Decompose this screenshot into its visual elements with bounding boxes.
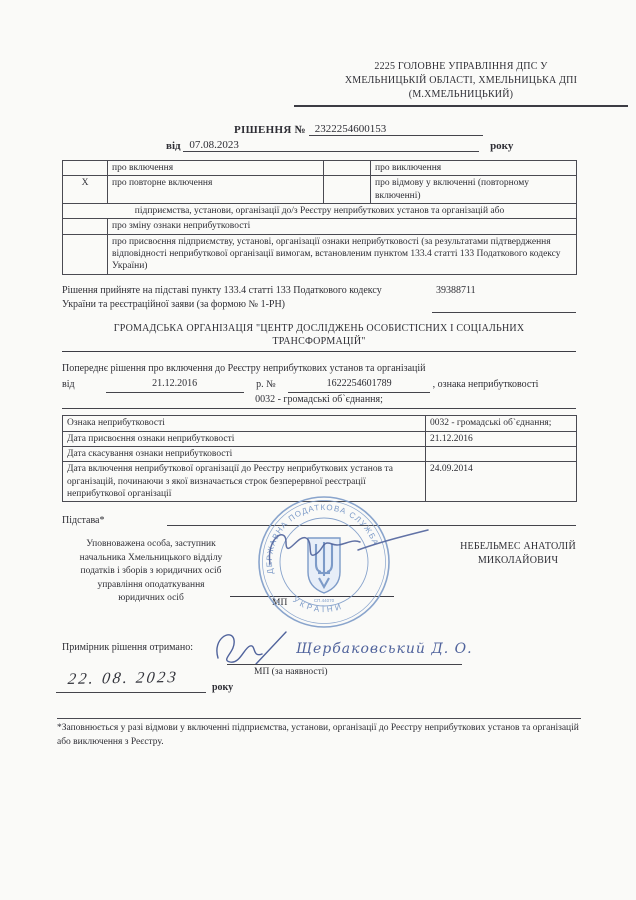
receipt-date-underline: [56, 692, 206, 693]
options-span-text: підприємства, установи, організації до/з Реєстру неприбуткових установ та організацій або: [63, 204, 577, 219]
nonprofit-attr-suffix: , ознака неприбутковості: [432, 379, 539, 391]
grounds-label: Підстава*: [62, 515, 105, 527]
edrpou-code-block: [432, 284, 576, 313]
option-label: про зміну ознаки неприбутковості: [108, 219, 577, 234]
signatory-position: Уповноважена особа, заступник начальника Хмельницького відділу податків і зборів з юридичних осіб управління оподаткування юридичних осіб: [79, 539, 223, 604]
nonprofit-code-line: 0032 - громадські об`єднання;: [62, 393, 576, 410]
detail-label: Дата присвоєння ознаки неприбутковості: [63, 431, 426, 446]
from-label: від: [62, 379, 75, 391]
receipt-section: [62, 640, 576, 714]
stamp-serial: СП.44070: [313, 598, 335, 604]
decision-date-line: [62, 139, 576, 152]
authority-line: 2225 ГОЛОВНЕ УПРАВЛІННЯ ДПС У: [374, 61, 548, 72]
previous-decision-line1: Попереднє рішення про включення до Реєстру неприбуткових установ та організацій: [62, 362, 426, 374]
detail-value: [426, 446, 577, 461]
stamp-ring-text: ДЕРЖАВНА ПОДАТКОВА СЛУЖБА: [264, 503, 381, 576]
official-signature-scribble: [262, 522, 434, 584]
decision-options-table: [62, 160, 577, 275]
organization-name-block: [62, 322, 576, 352]
option-label: про відмову у включенні (повторному включенні): [371, 176, 577, 204]
previous-decision-date: 21.12.2016: [106, 377, 244, 393]
footnote: *Заповнюється у разі відмови у включенні підприємства, установи, організації до Реєстру неприбуткових установ та організацій або виключення з Реєстру.: [57, 718, 581, 749]
decision-title: [62, 123, 576, 136]
table-row: [63, 219, 577, 234]
option-label: про включення: [108, 161, 324, 176]
table-row: [63, 204, 577, 219]
date-label: від: [166, 140, 181, 152]
detail-label: Дата включення неприбуткової організації до Реєстру неприбуткових установ та організацій, починаючи з якої визначається строк безперервної реєстрації неприбуткової організації: [63, 462, 426, 502]
table-row: [63, 446, 577, 461]
decision-title-label: РІШЕННЯ №: [234, 124, 306, 136]
option-mark-cell: [63, 219, 108, 234]
detail-value: 0032 - громадські об`єднання;: [426, 416, 577, 431]
detail-value: 24.09.2014: [426, 462, 577, 502]
nonprofit-details-table: [62, 415, 577, 502]
option-label: про повторне включення: [108, 176, 324, 204]
organization-name: ГРОМАДСЬКА ОРГАНІЗАЦІЯ "ЦЕНТР ДОСЛІДЖЕНЬ ОСОБИСТІСНИХ І СОЦІАЛЬНИХ ТРАНСФОРМАЦІЙ": [113, 322, 525, 348]
table-row: [63, 416, 577, 431]
detail-label: Ознака неприбутковості: [63, 416, 426, 431]
previous-decision-block: [62, 362, 576, 410]
edrpou-code: 39388711: [436, 284, 476, 296]
signatory-name: НЕБЕЛЬМЕС АНАТОЛІЙ МИКОЛАЙОВИЧ: [460, 541, 576, 567]
option-mark-cell: [324, 161, 371, 176]
option-mark-cell: [63, 161, 108, 176]
decision-number: 2322254600153: [309, 123, 483, 136]
stamp-ring-text-bottom: УКРАЇНИ: [291, 595, 345, 615]
stamp-place-label: МП: [272, 598, 288, 609]
number-label: р. №: [256, 379, 276, 391]
legal-basis-block: [62, 284, 576, 313]
table-row: [63, 176, 577, 204]
legal-basis-text: Рішення прийняте на підставі пункту 133.4 статті 133 Податкового кодексу України та реєстраційної заяви (за формою № 1-РН): [62, 284, 382, 310]
issuing-authority-header: [294, 60, 628, 107]
previous-decision-number: 1622254601789: [288, 377, 430, 393]
detail-label: Дата скасування ознаки неприбутковості: [63, 446, 426, 461]
year-label: року: [490, 140, 514, 152]
previous-decision-line2: [62, 377, 576, 393]
option-mark-cell: [63, 234, 108, 274]
table-row: [63, 234, 577, 274]
year-label: року: [212, 682, 234, 694]
recipient-signature-underline: [227, 664, 462, 665]
stamp-if-available-note: МП (за наявності): [254, 667, 328, 678]
option-mark-cell: [324, 176, 371, 204]
option-mark-cell-selected: X: [63, 176, 108, 204]
option-label: про виключення: [371, 161, 577, 176]
table-row: [63, 431, 577, 446]
table-row: [63, 161, 577, 176]
receipt-label: Примірник рішення отримано:: [62, 642, 194, 654]
option-label: про присвоєння підприємству, установі, організації ознаки неприбутковості (за результатами підтвердження відповідності неприбуткової організації вимогам, встановленим пунктом 133.4 статті 133 Податкового кодексу України): [108, 234, 577, 274]
authority-line: ХМЕЛЬНИЦЬКІЙ ОБЛАСТІ, ХМЕЛЬНИЦЬКА ДПІ: [344, 75, 578, 86]
detail-value: 21.12.2016: [426, 431, 577, 446]
code-underline: [432, 298, 576, 313]
authority-line: (М.ХМЕЛЬНИЦЬКИЙ): [408, 89, 514, 100]
recipient-signature-name: Щербаковський Д. О.: [296, 641, 473, 658]
decision-date: 07.08.2023: [183, 139, 479, 152]
handwritten-date: 22. 08. 2023: [66, 669, 180, 689]
